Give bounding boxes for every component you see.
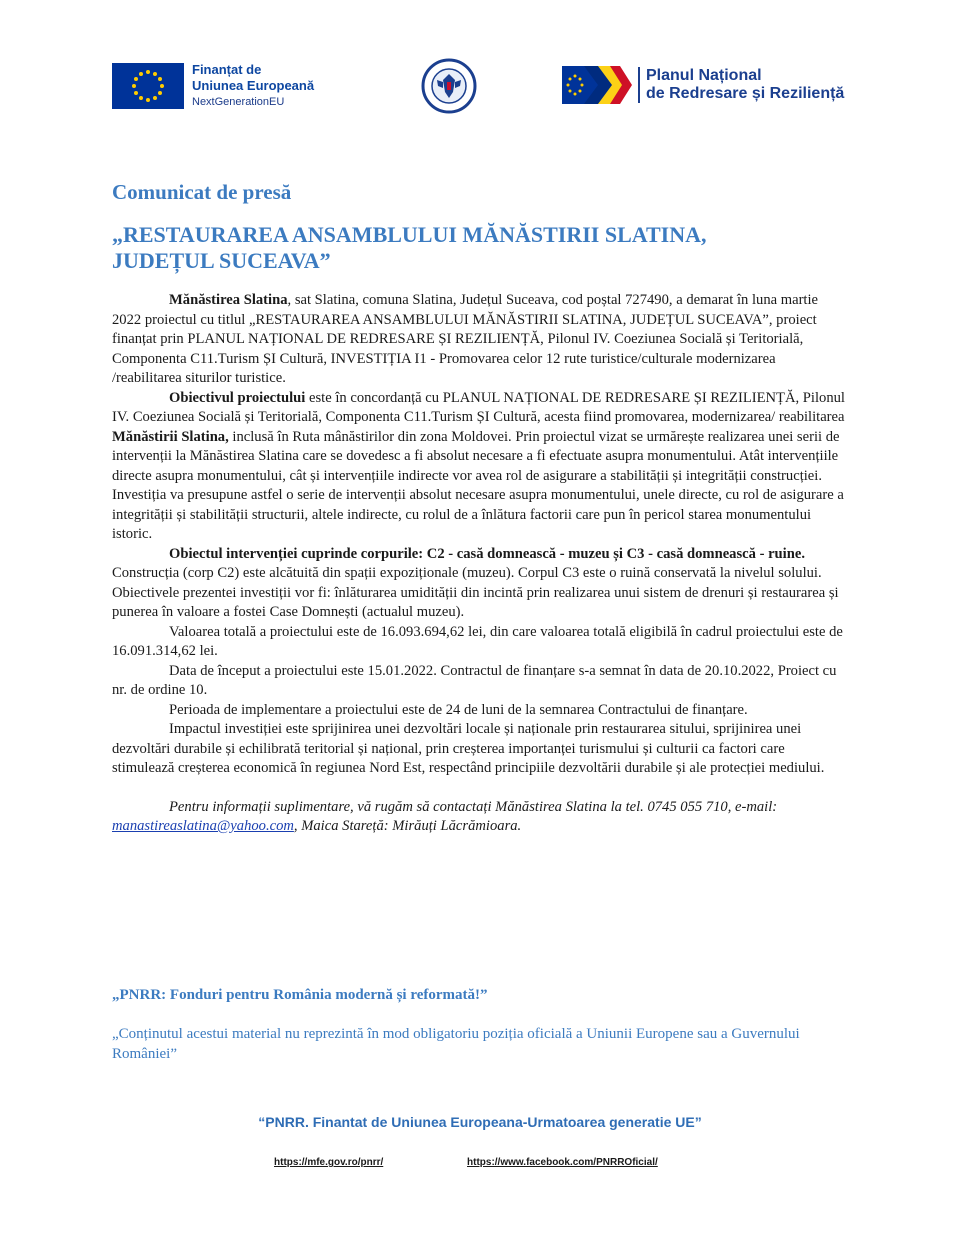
pnrr-slogan: „PNRR: Fonduri pentru România modernă și reformată!” [112,987,488,1003]
paragraph-construction: Construcția (corp C2) este alcătuită din spații expoziționale (muzeu). Corpul C3 este o ruină conservată la nivelul solului. Obiectivele prezentei investiții vor fi: înlăturarea umidității din incintă prin realizarea unui sistem de drenuri și restaurarea și punerea în valoare a fostei Case Domnești (actualul muzeu). [112,565,839,620]
eu-logo-line2: Uniunea Europeană [192,78,315,93]
contact-email-link[interactable]: manastireaslatina@yahoo.com [112,818,294,834]
paragraph-period: Perioada de implementare a proiectului este de 24 de luni de la semnarea Contractului de finanțare. [169,701,748,718]
paragraph-impact: Impactul investiției este sprijinirea unei dezvoltări locale și naționale prin restaurarea sitului, sprijinirea unei dezvoltări durabile și echilibrată teritorial și național, prin creșterea importanței turismului și culturii ca factori care stimulează creșterea economică în regiunea Nord Est, respectând principiile dezvoltării durabile și ale protecției mediului. [112,721,825,776]
paragraph-dates: Data de început a proiectului este 15.01.2022. Contractul de finanțare s-a semnat în data de 20.10.2022, Proiect cu nr. de ordine 10. [112,662,837,698]
title-line-2: JUDEȚUL SUCEAVA” [112,248,331,273]
government-seal-logo [417,58,481,114]
title-line-1: „RESTAURAREA ANSAMBLULUI MĂNĂSTIRII SLATINA, [112,222,707,247]
eu-disclaimer: „Conținutul acestui material nu reprezintă în mod obligatoriu poziția oficială a Uniunii Europene sau a Guvernului României” [112,1026,800,1062]
paragraph-contact: Pentru informații suplimentare, vă rugăm să contactați Mănăstirea Slatina la tel. 0745 055 710, e-mail: manastireaslatina@yahoo.com, Maica Stareță: Mirăuți Lăcrămioara. [112,798,778,834]
pnrr-flag-icon [562,62,632,108]
paragraph-intro: Mănăstirea Slatina, sat Slatina, comuna Slatina, Județul Suceava, cod poștal 727490, a demarat în luna martie 2022 proiectul cu titlul „RESTAURAREA ANSAMBLULUI MĂNĂSTIRII SLATINA, JUDEȚUL SUCEAVA”, proiect finanțat prin PLANUL NAȚIONAL DE REDRESARE ȘI REZILIENȚĂ, Pilonul IV. Coeziunea Socială și Teritorială, Componenta C11.Turism ȘI Cultură, INVESTIȚIA I1 - Promovarea celor 12 rute turistice/culturale modernizarea /reabilitarea siturilor turistice. [112,292,819,386]
paragraph-value: Valoarea totală a proiectului este de 16.093.694,62 lei, din care valoarea totală eligibilă în cadrul proiectului este de 16.091.314,62 lei. [112,623,843,659]
document-title [112,222,832,274]
monastery-name: Mănăstirea Slatina [169,292,288,308]
eu-funding-logo [112,62,314,110]
press-release-label: Comunicat de presă [112,180,292,204]
paragraph-intervention-object: Obiectul intervenției cuprinde corpurile: C2 - casă domnească - muzeu și C3 - casă domnească - ruine. [169,545,805,562]
document-body [112,291,848,837]
facebook-link[interactable]: https://www.facebook.com/PNRROficial/ [467,1157,658,1168]
pnrr-logo-line1: Planul Național [646,67,762,84]
pnrr-logo [562,62,844,108]
paragraph-objective: Obiectivul proiectului este în concordanță cu PLANUL NAȚIONAL DE REDRESARE ȘI REZILIENȚĂ, Pilonul IV. Coeziunea Socială și Teritorială, Componenta C11.Turism ȘI Cultură, acesta fiind promovarea, modernizarea/ reabilitarea Mănăstirii Slatina, inclusă în Ruta mânăstirilor din zona Moldovei. Prin proiectul vizat se urmărește realizarea unei serii de intervenții la Mănăstirea Slatina care se dovedesc a fi absolut necesare a fi efectuate asupra monumentului. Atât intervențiile directe asupra monumentului, cât și intervențiile indirecte vor avea rol de asigurare a stabilității și integrității construcției. Investiția va presupune astfel o serie de intervenții absolut necesare asupra monumentului, unele directe, cu rol de asigurare a integrității și stabilității structurii, altele indirecte, cu rolul de a înlătura factorii care pun în pericol starea monumentului istoric. [112,389,845,542]
eu-flag-icon [112,63,184,109]
footer-funding-note: “PNRR. Finantat de Uniunea Europeana-Urmatoarea generatie UE” [258,1114,702,1130]
pnrr-logo-line2: de Redresare și Reziliență [646,85,845,102]
mfe-link[interactable]: https://mfe.gov.ro/pnrr/ [274,1157,384,1168]
eu-logo-line3: NextGenerationEU [192,96,285,108]
eu-logo-line1: Finanțat de [192,62,262,77]
